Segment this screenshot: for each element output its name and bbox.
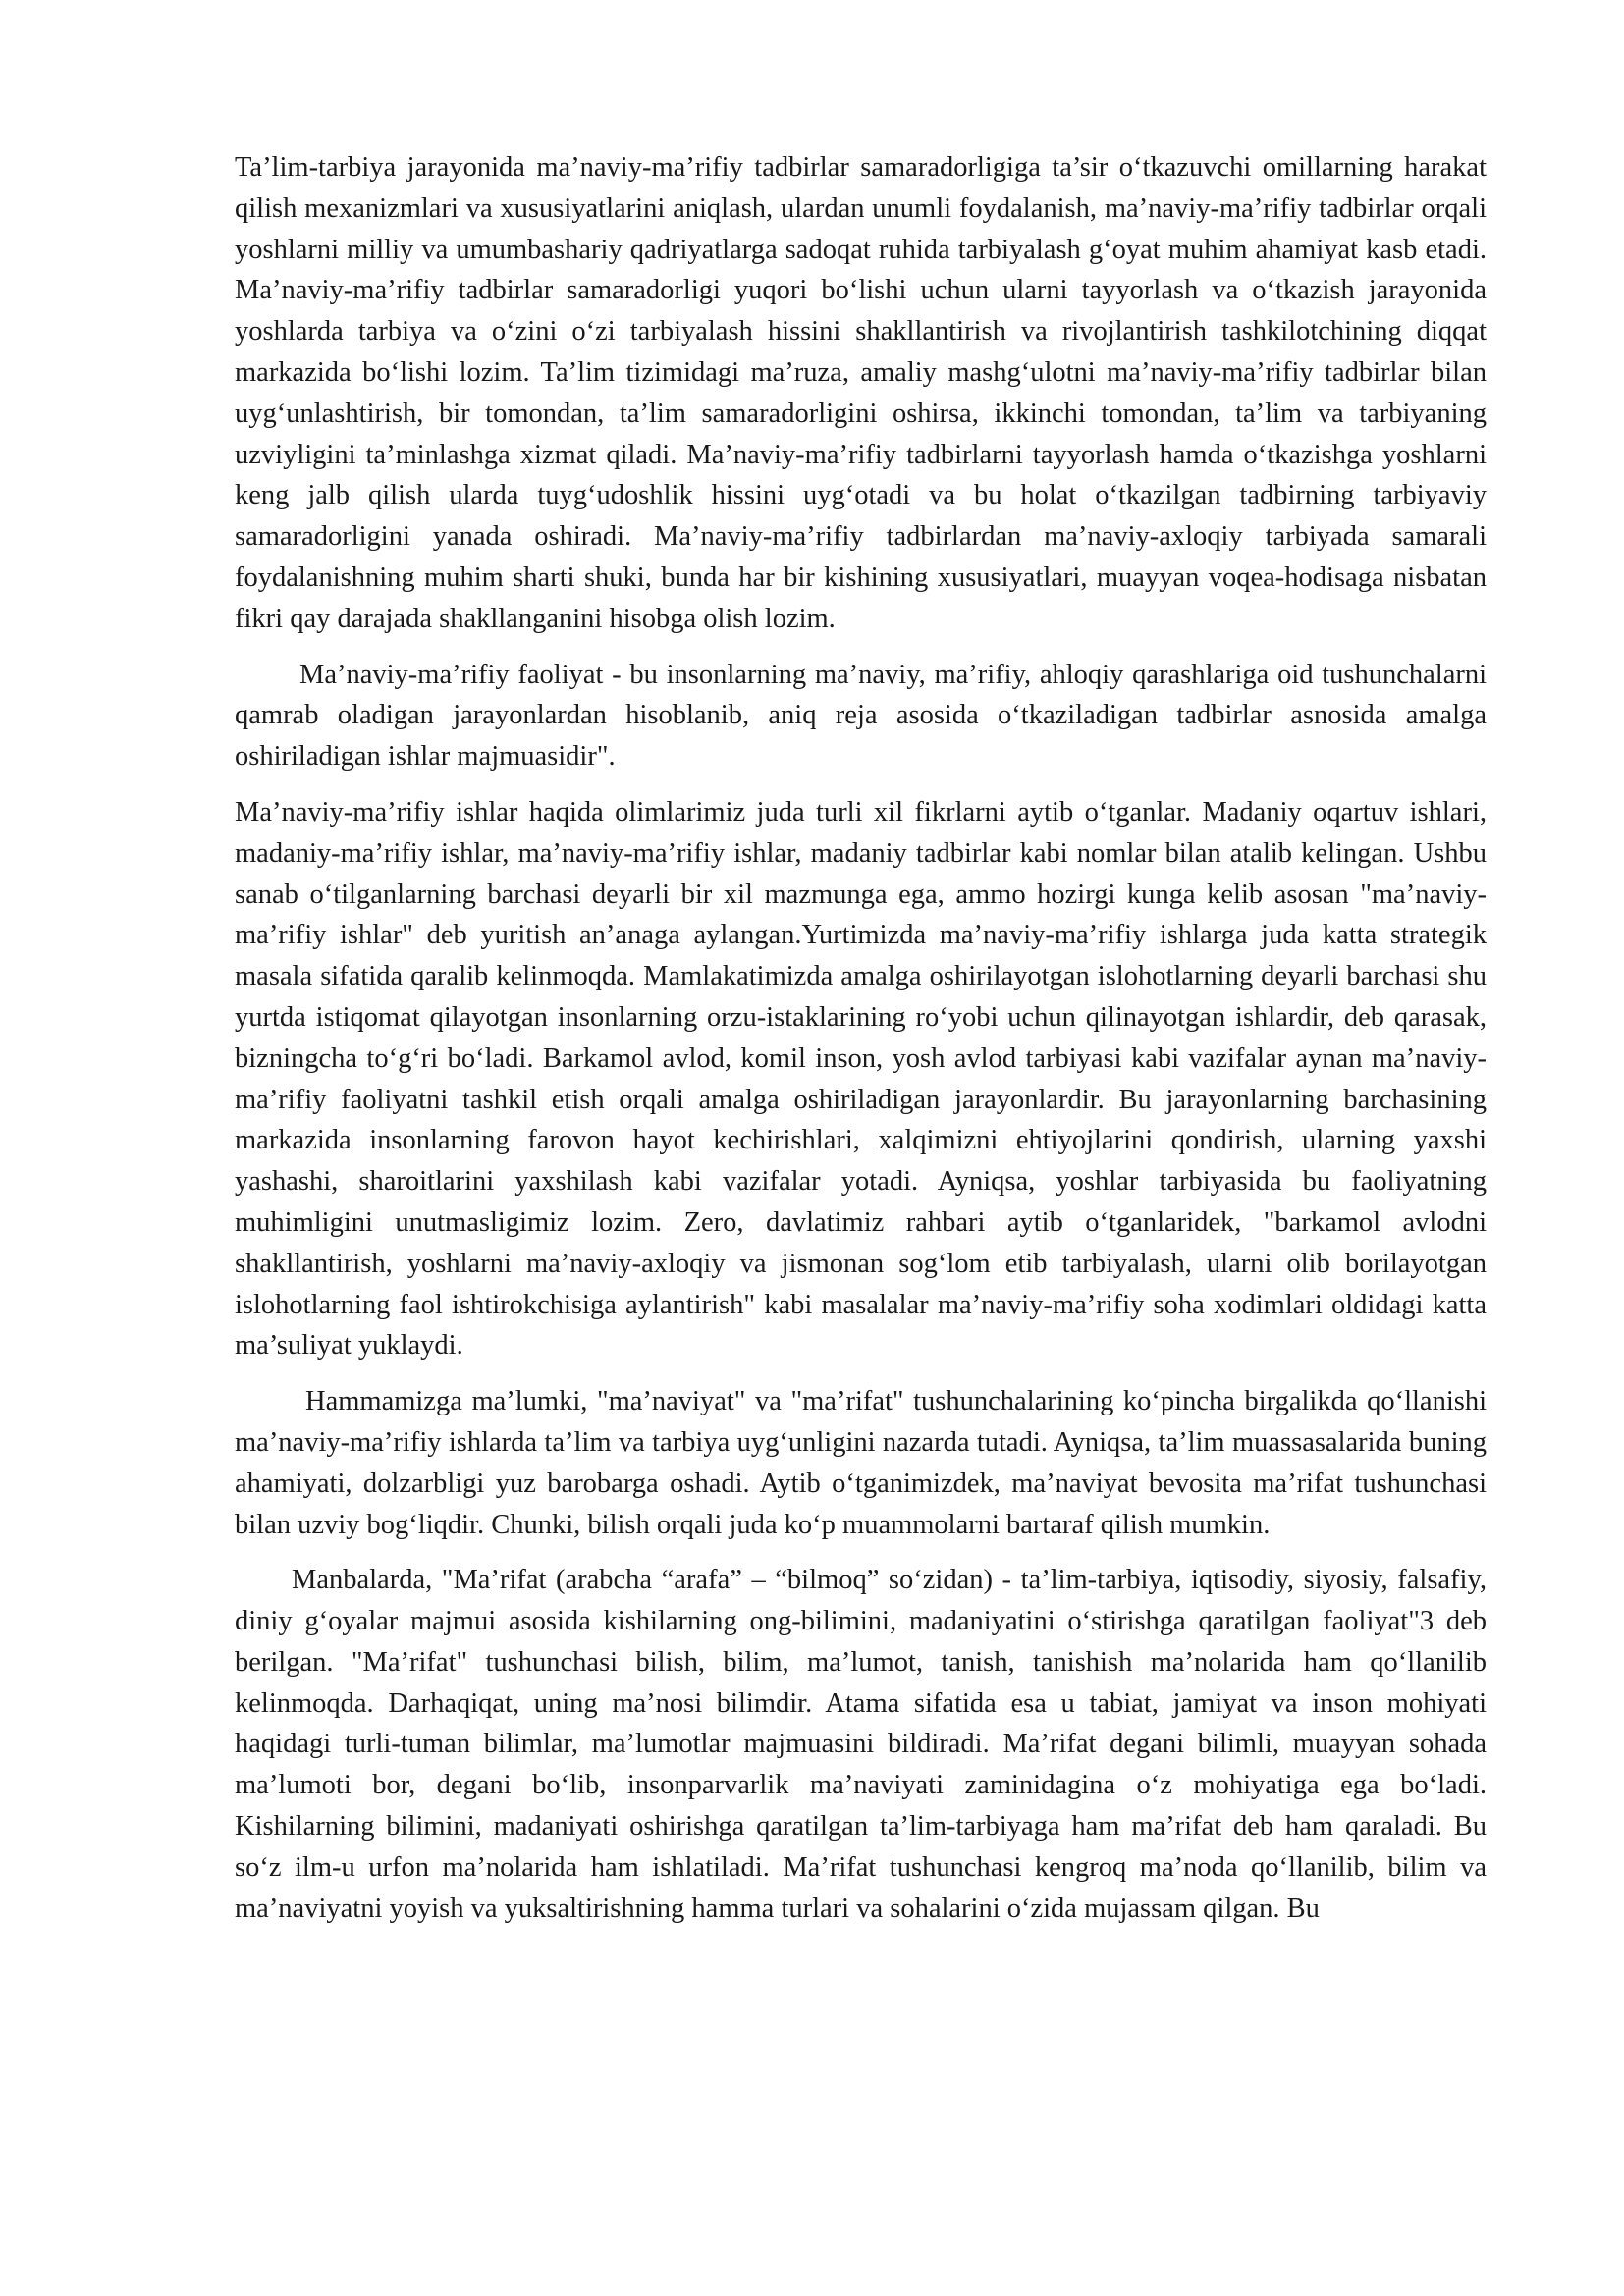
paragraph-4: Hammamizga ma’lumki, "ma’naviyat" va "ma’rifat" tushunchalarining ko‘pincha birgalikda qo‘llanishi ma’naviy-ma’rifiy ishlarda ta’lim va tarbiya uyg‘unligini nazarda tutadi. Ayniqsa, ta’lim muassasalarida buning ahamiyati, dolzarbligi yuz barobarga oshadi. Aytib o‘tganimizdek, ma’naviyat bevosita ma’rifat tushunchasi bilan uzviy bog‘liqdir. Chunki, bilish orqali juda ko‘p muammolarni bartaraf qilish mumkin. bbox=[235, 1386, 1487, 1540]
document-body bbox=[235, 147, 1487, 1944]
paragraph-2: Ma’naviy-ma’rifiy faoliyat - bu insonlarning ma’naviy, ma’rifiy, ahloqiy qarashlariga oid tushunchalarni qamrab oladigan jarayonlardan hisoblanib, aniq reja asosida o‘tkaziladigan tadbirlar asnosida amalga oshiriladigan ishlar majmuasidir". bbox=[235, 659, 1487, 773]
paragraph-1: Ta’lim-tarbiya jarayonida ma’naviy-ma’rifiy tadbirlar samaradorligiga ta’sir o‘tkazuvchi omillarning harakat qilish mexanizmlari va xususiyatlarini aniqlash, ulardan unumli foydalanish, ma’naviy-ma’rifiy tadbirlar orqali yoshlarni milliy va umumbashariy qadriyatlarga sadoqat ruhida tarbiyalash g‘oyat muhim ahamiyat kasb etadi. Ma’naviy-ma’rifiy tadbirlar samaradorligi yuqori bo‘lishi uchun ularni tayyorlash va o‘tkazish jarayonida yoshlarda tarbiya va o‘zini o‘zi tarbiyalash hissini shakllantirish va rivojlantirish tashkilotchining diqqat markazida bo‘lishi lozim. Ta’lim tizimidagi ma’ruza, amaliy mashg‘ulotni ma’naviy-ma’rifiy tadbirlar bilan uyg‘unlashtirish, bir tomondan, ta’lim samaradorligini oshirsa, ikkinchi tomondan, ta’lim va tarbiyaning uzviyligini ta’minlashga xizmat qiladi. Ma’naviy-ma’rifiy tadbirlarni tayyorlash hamda o‘tkazishga yoshlarni keng jalb qilish ularda tuyg‘udoshlik hissini uyg‘otadi va bu holat o‘tkazilgan tadbirning tarbiyaviy samaradorligini yanada oshiradi. Ma’naviy-ma’rifiy tadbirlardan ma’naviy-axloqiy tarbiyada samarali foydalanishning muhim sharti shuki, bunda har bir kishining xususiyatlari, muayyan voqea-hodisaga nisbatan fikri qay darajada shakllanganini hisobga olish lozim. bbox=[235, 152, 1487, 634]
paragraph-3: Ma’naviy-ma’rifiy ishlar haqida olimlarimiz juda turli xil fikrlarni aytib o‘tganlar. Madaniy oqartuv ishlari, madaniy-ma’rifiy ishlar, ma’naviy-ma’rifiy ishlar, madaniy tadbirlar kabi nomlar bilan atalib kelingan. Ushbu sanab o‘tilganlarning barchasi deyarli bir xil mazmunga ega, ammo hozirgi kunga kelib asosan "ma’naviy-ma’rifiy ishlar" deb yuritish an’anaga aylangan.Yurtimizda ma’naviy-ma’rifiy ishlarga juda katta strategik masala sifatida qaralib kelinmoqda. Mamlakatimizda amalga oshirilayotgan islohotlarning deyarli barchasi shu yurtda istiqomat qilayotgan insonlarning orzu-istaklarining ro‘yobi uchun qilinayotgan ishlardir, deb qarasak, bizningcha to‘g‘ri bo‘ladi. Barkamol avlod, komil inson, yosh avlod tarbiyasi kabi vazifalar aynan ma’naviy-ma’rifiy faoliyatni tashkil etish orqali amalga oshiriladigan jarayonlardir. Bu jarayonlarning barchasining markazida insonlarning farovon hayot kechirishlari, xalqimizni ehtiyojlarini qondirish, ularning yaxshi yashashi, sharoitlarini yaxshilash kabi vazifalar yotadi. Ayniqsa, yoshlar tarbiyasida bu faoliyatning muhimligini unutmasligimiz lozim. Zero, davlatimiz rahbari aytib o‘tganlaridek, "barkamol avlodni shakllantirish, yoshlarni ma’naviy-axloqiy va jismonan sog‘lom etib tarbiyalash, ularni olib borilayotgan islohotlarning faol ishtirokchisiga aylantirish" kabi masalalar ma’naviy-ma’rifiy soha xodimlari oldidagi katta ma’suliyat yuklaydi. bbox=[235, 796, 1487, 1362]
paragraph-5: Manbalarda, "Ma’rifat (arabcha “arafa” – “bilmoq” so‘zidan) - ta’lim-tarbiya, iqtisodiy, siyosiy, falsafiy, diniy g‘oyalar majmui asosida kishilarning ong-bilimini, madaniyatini o‘stirishga qaratilgan faoliyat"3 deb berilgan. "Ma’rifat" tushunchasi bilish, bilim, ma’lumot, tanish, tanishish ma’nolarida ham qo‘llanilib kelinmoqda. Darhaqiqat, uning ma’nosi bilimdir. Atama sifatida esa u tabiat, jamiyat va inson mohiyati haqidagi turli-tuman bilimlar, ma’lumotlar majmuasini bildiradi. Ma’rifat degani bilimli, muayyan sohada ma’lumoti bor, degani bo‘lib, insonparvarlik ma’naviyati zaminidagina o‘z mohiyatiga ega bo‘ladi. Kishilarning bilimini, madaniyati oshirishga qaratilgan ta’lim-tarbiyaga ham ma’rifat deb ham qaraladi. Bu so‘z ilm-u urfon ma’nolarida ham ishlatiladi. Ma’rifat tushunchasi kengroq ma’noda qo‘llanilib, bilim va ma’naviyatni yoyish va yuksaltirishning hamma turlari va sohalarini o‘zida mujassam qilgan. Bu bbox=[235, 1565, 1487, 1924]
